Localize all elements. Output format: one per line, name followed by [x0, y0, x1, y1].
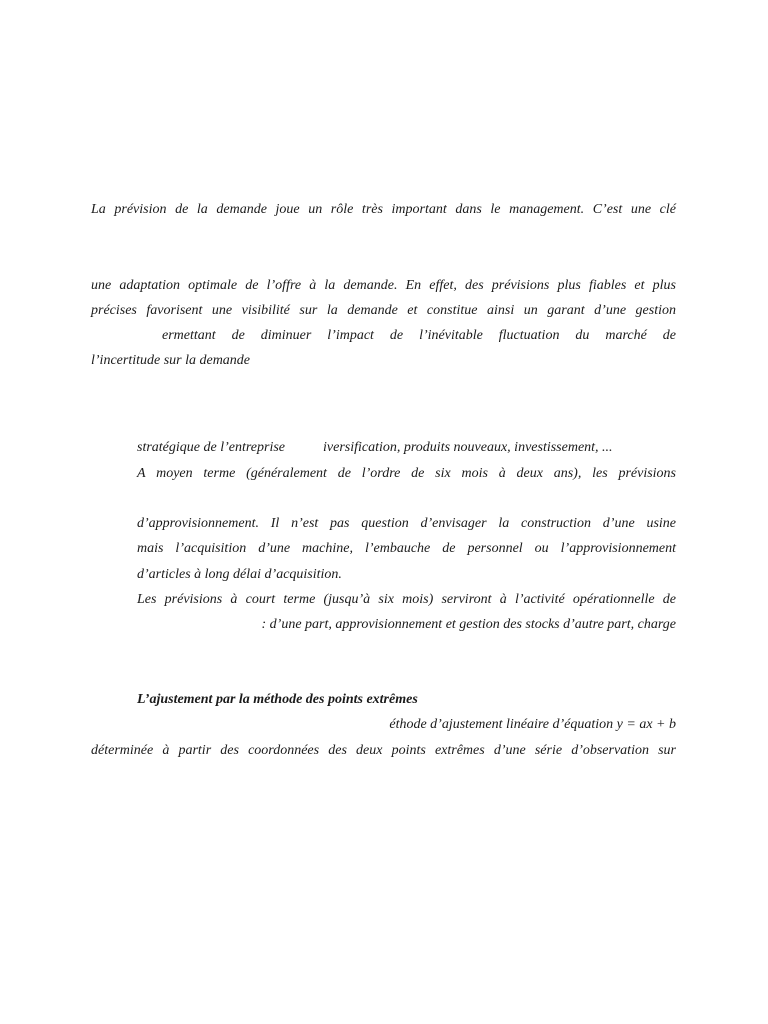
body-line: une adaptation optimale de l’offre à la demande. En effet, des prévisions plus fiables et plus — [91, 278, 676, 293]
list-line: A moyen terme (généralement de l’ordre de six mois à deux ans), les prévisions — [137, 466, 676, 481]
body-line: déterminée à partir des coordonnées des deux points extrêmes d’une série d’observation sur — [91, 743, 676, 758]
list-line-fragment: stratégique de l’entreprise — [137, 440, 286, 455]
section-heading: L’ajustement par la méthode des points extrêmes — [137, 692, 418, 707]
list-line: Les prévisions à court terme (jusqu’à six mois) serviront à l’activité opérationnelle de — [137, 592, 676, 607]
list-line: d’articles à long délai d’acquisition. — [137, 567, 342, 582]
body-line: éthode d’ajustement linéaire d’équation y = ax + b — [389, 717, 676, 732]
list-line-fragment: iversification, produits nouveaux, investissement, ... — [323, 440, 613, 455]
body-line: précises favorisent une visibilité sur la demande et constitue ainsi un garant d’une gestion — [91, 303, 676, 318]
intro-line: La prévision de la demande joue un rôle très important dans le management. C’est une clé — [91, 202, 676, 217]
list-line: mais l’acquisition d’une machine, l’embauche de personnel ou l’approvisionnement — [137, 541, 676, 556]
list-line: d’approvisionnement. Il n’est pas question d’envisager la construction d’une usine — [137, 516, 676, 531]
body-line: ermettant de diminuer l’impact de l’inévitable fluctuation du marché de — [162, 328, 676, 343]
body-line: l’incertitude sur la demande — [91, 353, 251, 368]
list-line: : d’une part, approvisionnement et gestion des stocks d’autre part, charge — [261, 617, 676, 632]
